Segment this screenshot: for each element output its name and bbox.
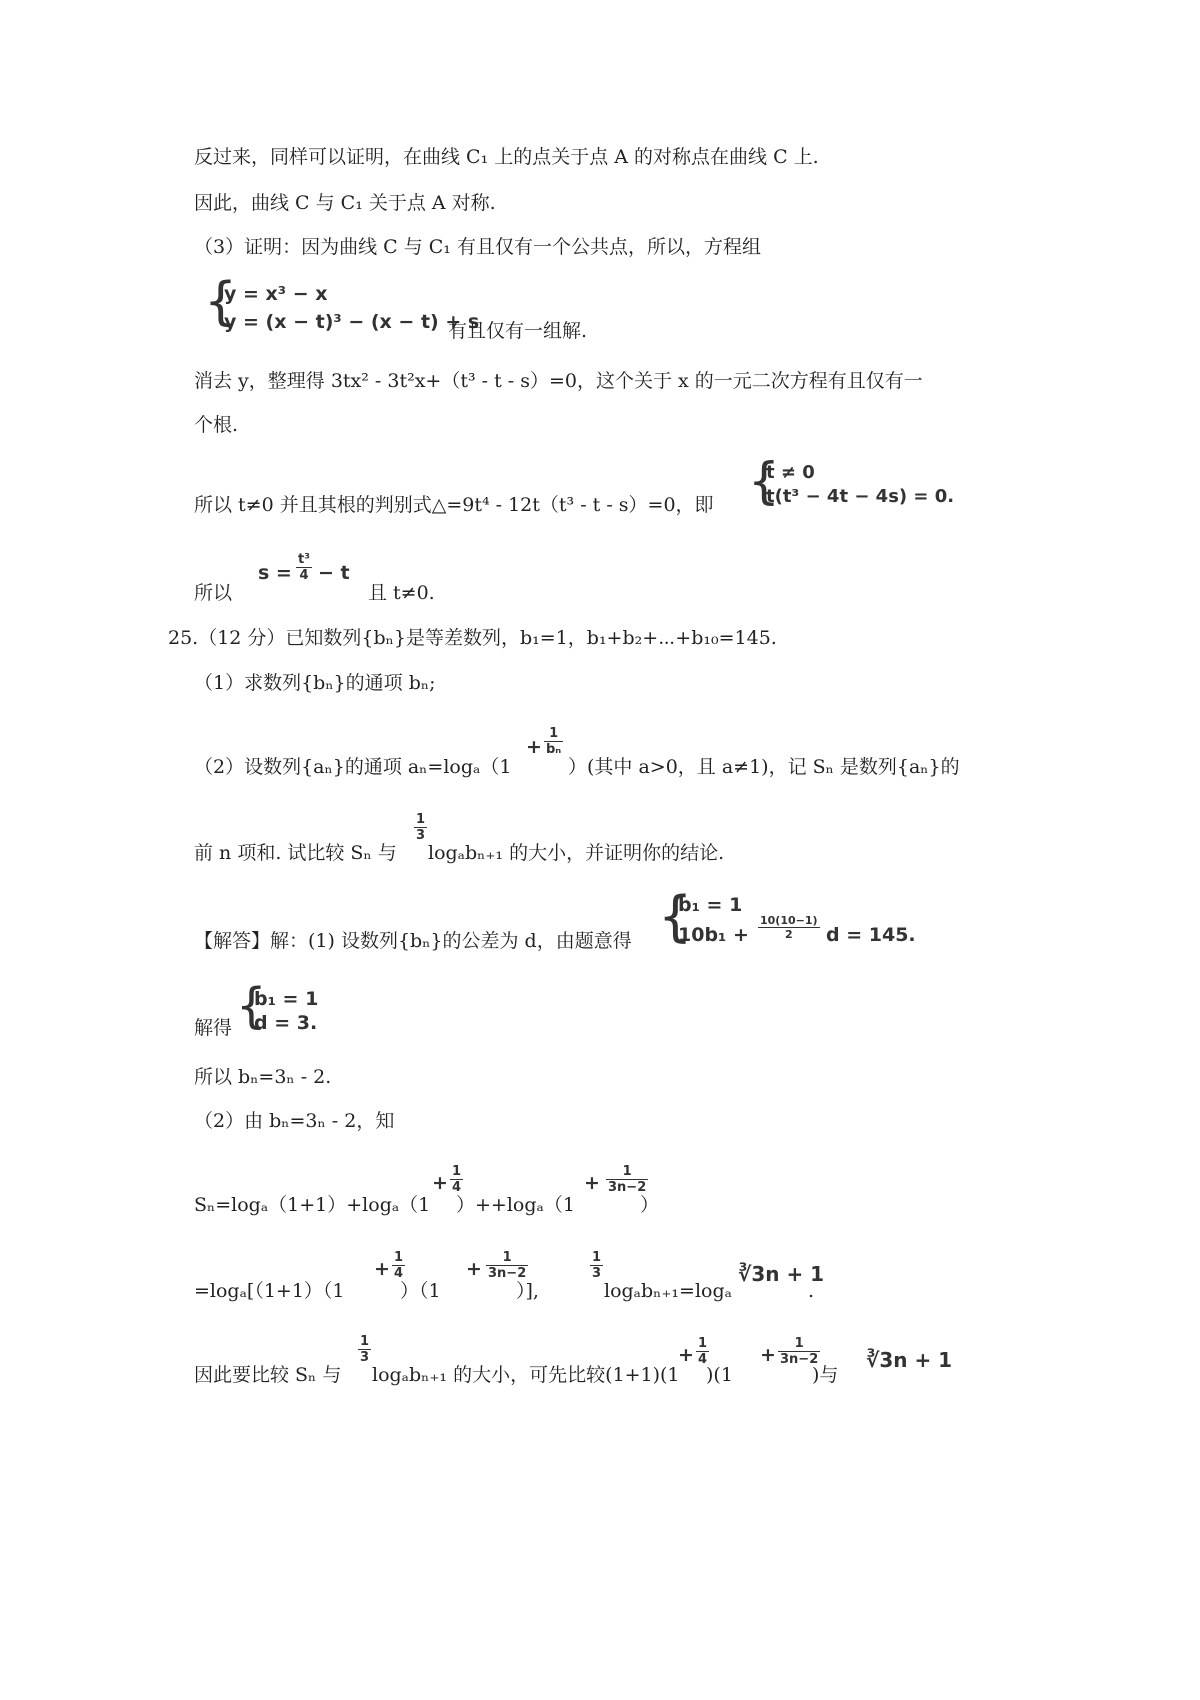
brace: { [204, 272, 238, 332]
text-line: 所以 [194, 582, 233, 604]
plus-sign: + [526, 736, 542, 758]
text-line: （1）求数列{bₙ}的通项 bₙ; [194, 672, 436, 694]
text-line: ） [640, 1194, 660, 1216]
brace: { [658, 885, 693, 948]
fraction [696, 1336, 709, 1367]
numerator: 1 [452, 1164, 462, 1179]
text-line: )与 [812, 1364, 839, 1386]
text-line: )(1 [706, 1364, 733, 1386]
numerator: 1 [698, 1336, 708, 1351]
answer-heading: 【解答】解：(1) 设数列{bₙ}的公差为 d，由题意得 [194, 930, 632, 952]
text-line: logₐbₙ₊₁ 的大小，可先比较(1+1)(1 [372, 1364, 680, 1386]
denominator: 4 [394, 1266, 404, 1281]
fraction [392, 1250, 405, 1281]
cube-root: ∛3n + 1 [738, 1262, 825, 1286]
text-line: 且 t≠0. [368, 582, 435, 604]
plus-sign: + [374, 1258, 390, 1280]
text-line: （3）证明：因为曲线 C 与 C₁ 有且仅有一个公共点，所以，方程组 [194, 236, 761, 258]
text-line: logₐbₙ₊₁ 的大小，并证明你的结论. [428, 842, 725, 864]
equation: t(t³ − 4t − 4s) = 0. [766, 486, 955, 507]
equation: y = (x − t)³ − (x − t) + s [224, 311, 480, 333]
numerator: 1 [486, 1250, 528, 1266]
text-line: 所以 bₙ=3ₙ - 2. [194, 1066, 332, 1088]
equation: d = 3. [254, 1012, 318, 1034]
plus-sign: + [584, 1172, 600, 1194]
fraction [758, 914, 820, 941]
text-line: 前 n 项和. 试比较 Sₙ 与 [194, 842, 397, 864]
denominator: 3 [416, 828, 426, 843]
equation: y = x³ − x [224, 283, 328, 305]
equation: − t [318, 562, 350, 584]
denominator: 2 [784, 928, 793, 941]
fraction [778, 1336, 820, 1367]
brace: { [236, 978, 267, 1034]
denominator: 3 [360, 1350, 370, 1365]
plus-sign: + [466, 1258, 482, 1280]
plus-sign: + [432, 1172, 448, 1194]
question-25: 25.（12 分）已知数列{bₙ}是等差数列，b₁=1，b₁+b₂+⋯+b₁₀=145. [168, 627, 777, 649]
fraction [590, 1250, 603, 1281]
equation: b₁ = 1 [254, 988, 319, 1010]
fraction [450, 1164, 463, 1195]
fraction [358, 1334, 371, 1365]
equation: d = 145. [826, 924, 916, 946]
denominator: 3n−2 [608, 1180, 647, 1195]
text-line: 反过来，同样可以证明，在曲线 C₁ 上的点关于点 A 的对称点在曲线 C 上. [194, 146, 819, 168]
fraction [544, 726, 563, 757]
text-line: 因此要比较 Sₙ 与 [194, 1364, 342, 1386]
text-line: 解得 [194, 1017, 233, 1039]
numerator: t³ [298, 552, 310, 567]
brace: { [748, 452, 780, 510]
text-line: Sₙ=logₐ（1+1）+logₐ（1 [194, 1194, 431, 1216]
numerator: 1 [394, 1250, 404, 1265]
fraction [414, 812, 427, 843]
fraction [296, 552, 312, 583]
numerator: 1 [360, 1334, 370, 1349]
text-line: logₐbₙ₊₁=logₐ [604, 1280, 732, 1302]
text-line: 因此，曲线 C 与 C₁ 关于点 A 对称. [194, 192, 496, 214]
numerator: 1 [416, 812, 426, 827]
text-line: （2）设数列{aₙ}的通项 aₙ=logₐ（1 [194, 756, 512, 778]
denominator: 4 [698, 1352, 708, 1367]
numerator: 1 [606, 1164, 648, 1180]
denominator: 3n−2 [780, 1352, 819, 1367]
text-line: ）(其中 a>0，且 a≠1)，记 Sₙ 是数列{aₙ}的 [568, 756, 960, 778]
cube-root: ∛3n + 1 [866, 1348, 953, 1372]
text-line: 有且仅有一组解. [448, 320, 588, 342]
denominator: bₙ [546, 742, 562, 757]
fraction [606, 1164, 648, 1195]
denominator: 4 [452, 1180, 462, 1195]
plus-sign: + [678, 1344, 694, 1366]
numerator: 1 [544, 726, 563, 742]
text-line: 所以 t≠0 并且其根的判别式△=9t⁴ - 12t（t³ - t - s）=0，即 [194, 494, 714, 516]
text-line: 消去 y，整理得 3tx² - 3t²x+（t³ - t - s）=0，这个关于 x 的一元二次方程有且仅有一 [194, 370, 923, 392]
equation: s = [258, 562, 292, 584]
equation: 10b₁ + [678, 924, 749, 946]
text-line: ）（1 [400, 1280, 441, 1302]
fraction [486, 1250, 528, 1281]
text-line: ）++logₐ（1 [456, 1194, 575, 1216]
denominator: 3n−2 [488, 1266, 527, 1281]
text-line: （2）由 bₙ=3ₙ - 2，知 [194, 1110, 395, 1132]
numerator: 1 [778, 1336, 820, 1352]
text-line: . [808, 1280, 815, 1302]
numerator: 10(10−1) [760, 914, 818, 927]
denominator: 3 [592, 1266, 602, 1281]
denominator: 4 [299, 568, 309, 583]
equation: t ≠ 0 [766, 462, 815, 483]
plus-sign: + [760, 1344, 776, 1366]
text-line: =logₐ[（1+1）（1 [194, 1280, 345, 1302]
text-line: 个根. [194, 414, 239, 436]
equation: b₁ = 1 [678, 894, 743, 916]
text-line: ）], [516, 1280, 539, 1302]
numerator: 1 [592, 1250, 602, 1265]
